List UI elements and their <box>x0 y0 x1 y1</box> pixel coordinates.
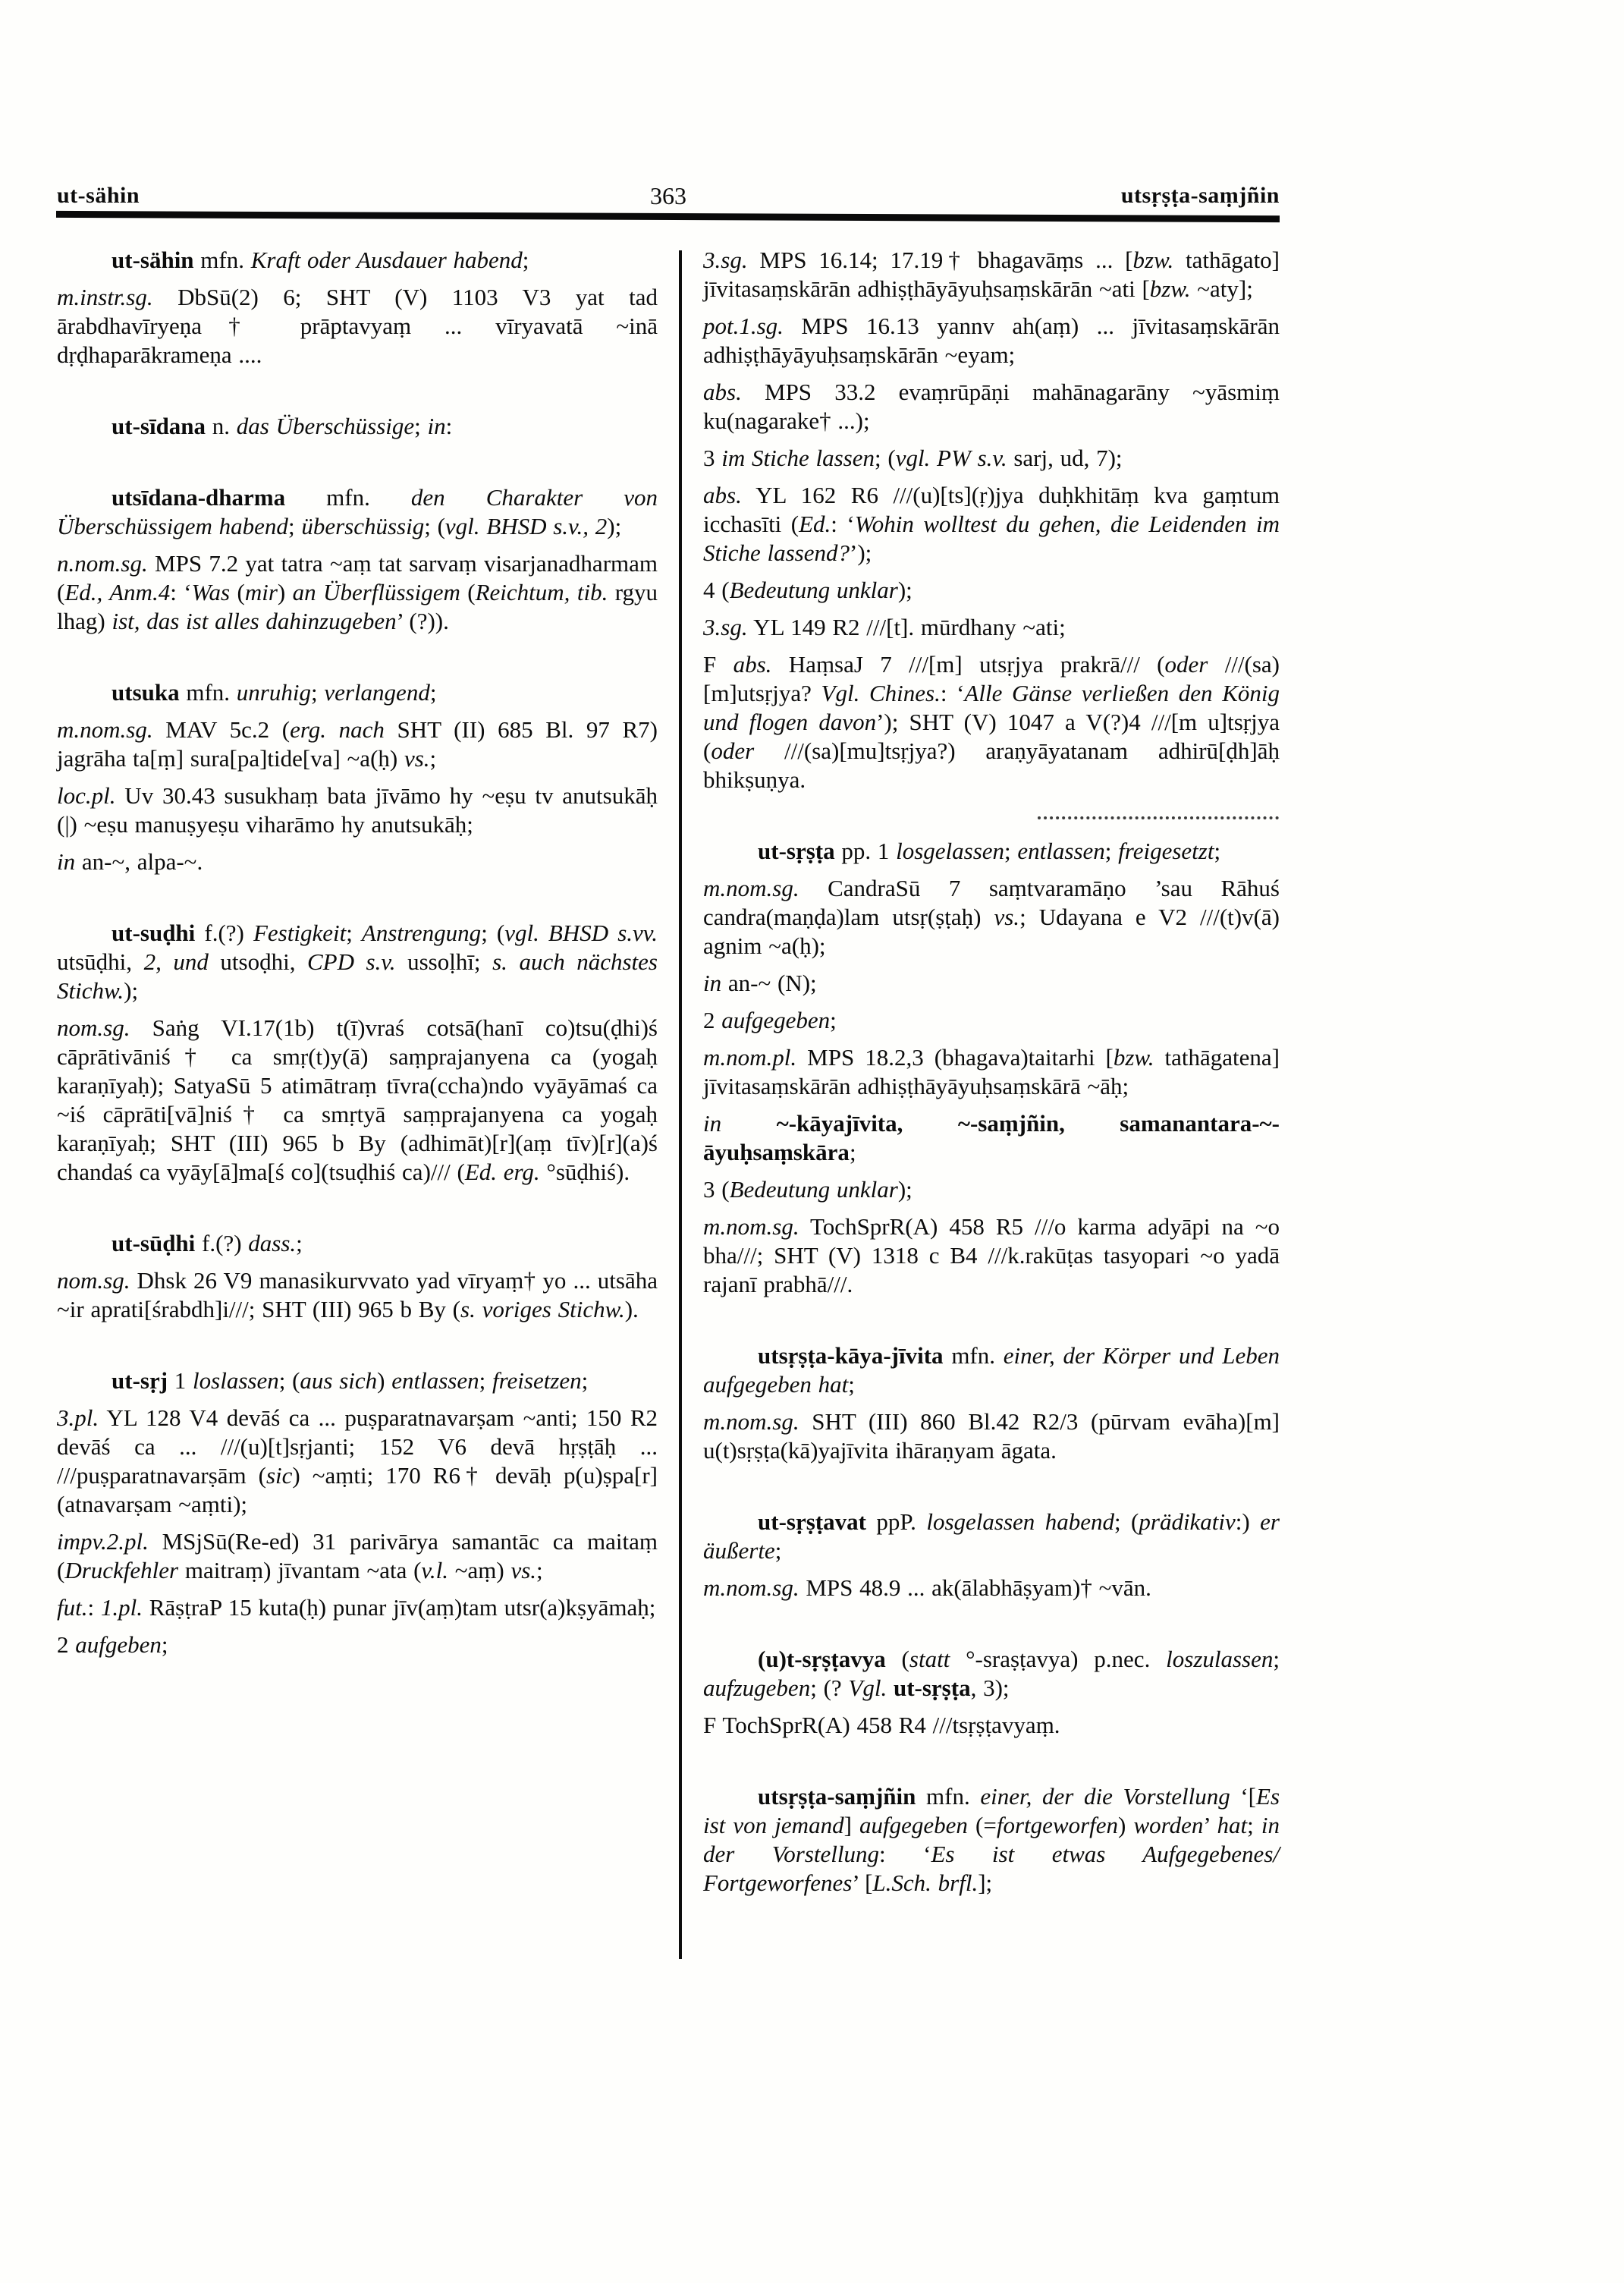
entry-body-paragraph <box>703 1407 1280 1465</box>
gloss-italic-text: s. auch nächstes Stichw. <box>57 948 658 1004</box>
citation-text: ; <box>296 1230 303 1256</box>
gloss-italic-text: m.nom.sg. <box>703 1213 799 1240</box>
citation-text: ; <box>536 1557 543 1583</box>
gloss-italic-text: m.instr.sg. <box>57 284 153 310</box>
gloss-italic-text: das Überschüssige <box>236 413 415 439</box>
citation-text: ; <box>849 1139 856 1165</box>
citation-text: ); <box>607 513 622 539</box>
citation-text: YL 162 R6 ///(u)[ts](ṛ)jya duḥkhitāṃ kva gaṃtum icchasīti ( <box>703 482 1280 537</box>
citation-text: 3 <box>703 445 722 471</box>
gloss-italic-text: aus sich <box>300 1367 378 1394</box>
citation-text: ; <box>1104 838 1119 864</box>
citation-text: 4 ( <box>703 577 730 603</box>
citation-text: MPS 33.2 evaṃrūpāṇi mahānagarāny ~yāsmiṃ ku(nagarake† ...); <box>703 379 1280 434</box>
gloss-italic-text: loszulassen <box>1166 1646 1274 1672</box>
gloss-italic-text: CPD s.v. <box>306 948 396 975</box>
citation-text: f.(?) <box>195 1230 249 1256</box>
headword-text: utsṛṣṭa-saṃjñin <box>758 1783 916 1810</box>
gloss-italic-text: prädikativ <box>1139 1508 1236 1535</box>
entry-body-paragraph <box>57 549 658 636</box>
dictionary-entry-paragraph <box>57 678 658 707</box>
citation-text <box>887 1675 894 1701</box>
gloss-italic-text: mir <box>244 579 278 605</box>
citation-text: MPS 7.2 yat tatra ~aṃ tat sarvaṃ visarjanadharmam ( <box>57 550 658 605</box>
gloss-italic-text: 3.sg. <box>703 247 748 273</box>
gloss-italic-text: einer, der die Vorstellung <box>980 1783 1230 1810</box>
gloss-italic-text: aufgegeben <box>859 1812 968 1838</box>
citation-text: 3 ( <box>703 1176 730 1203</box>
headword-text: ut-suḍhi <box>112 920 196 946</box>
gloss-italic-text: erg. nach <box>290 716 385 743</box>
gloss-italic-text: abs. <box>733 651 772 678</box>
page-number: 363 <box>650 182 686 209</box>
headword-text: ut-sūḍhi <box>112 1230 196 1256</box>
citation-text: ; ( <box>278 1367 300 1394</box>
dictionary-entry-paragraph <box>57 1366 658 1395</box>
citation-text: pp. 1 <box>834 838 897 864</box>
citation-text: MPS 16.14; 17.19† bhagavāṃs ... [ <box>747 247 1133 273</box>
entry-body-paragraph <box>703 650 1280 794</box>
citation-text: SHT (II) 685 Bl. 97 R7) jagrāha ta[ṃ] sura[pa]tide[va] ~a(ḥ) <box>57 716 658 772</box>
citation-text: YL 128 V4 devāś ca ... puṣparatnavarṣam ~anti; 150 R2 devāś ca ... ///(u)[t]sṛjanti; 152 V6 devā hṛṣṭāḥ ... ///puṣparatnavarṣām ( <box>57 1404 658 1489</box>
entry-body-paragraph <box>57 1527 658 1585</box>
gloss-italic-text: einer, der Körper und Leben aufgegeben hat <box>703 1342 1280 1398</box>
dictionary-entry-paragraph <box>57 1229 658 1258</box>
citation-text: ’ (?)). <box>396 608 449 634</box>
gloss-italic-text: worden <box>1133 1812 1204 1838</box>
gloss-italic-text: Bedeutung unklar <box>729 577 898 603</box>
gloss-italic-text: aufgegeben <box>721 1007 831 1033</box>
citation-text: TochSprR(A) 458 R5 ///o karma adyāpi na ~o bha///; SHT (V) 1318 c B4 ///k.rakūṭas tasyopari ~o yadā rajanī prabhā///. <box>703 1213 1280 1297</box>
citation-text: mfn. <box>193 247 251 273</box>
citation-text: (= <box>967 1812 997 1838</box>
citation-text: DbSū(2) 6; SHT (V) 1103 V3 yat tad ārabdhavīryeṇa† prāptavyaṃ ... vīryavatā ~inā dṛḍhaparākrameṇa .... <box>57 284 658 368</box>
gloss-italic-text: bzw. <box>1149 275 1191 302</box>
header-guideword-right: utsṛṣṭa-saṃjñin <box>1120 183 1280 208</box>
citation-text: ‘[ <box>1230 1783 1257 1810</box>
headword-text: ut-sähin <box>112 247 194 273</box>
gloss-italic-text: n.nom.sg. <box>57 550 148 577</box>
entry-body-paragraph <box>703 1043 1280 1101</box>
citation-text: RāṣṭraP 15 kuta(ḥ) punar jīv(aṃ)tam utsr(a)kṣyāmaḥ; <box>142 1594 656 1621</box>
headword-text: utsuka <box>112 679 180 706</box>
gloss-italic-text: losgelassen <box>896 838 1005 864</box>
entry-body-paragraph <box>703 1212 1280 1299</box>
dictionary-entry-paragraph <box>57 412 658 441</box>
header-guideword-left: ut-sähin <box>57 183 140 208</box>
citation-text: rgyu lhag) <box>57 579 658 634</box>
gloss-italic-text: oder <box>711 737 755 764</box>
gloss-italic-text: m.nom.sg. <box>57 716 153 743</box>
citation-text <box>721 1110 776 1137</box>
page-header <box>57 179 1280 212</box>
headword-text: utsīdana-dharma <box>112 484 286 511</box>
gloss-italic-text: 3.pl. <box>57 1404 99 1431</box>
citation-text: Saṅg VI.17(1b) t(ī)vraś cotsā(hanī co)tsu(ḍhi)ś cāprātivāniś† ca smṛ(t)y(ā) saṃprajanyena ca (yogaḥ karaṇīyaḥ); SatyaSū 5 atimātraṃ tīvra(ccha)ndo vyāyāmaś ca ~iś cāprāti[vā]niś† ca smṛtyā saṃprajanyena ca yogaḥ karaṇīyaḥ; SHT (III) 965 b By (adhimāt)[r](aṃ tīv)[r](a)ś chandaś ca vyāy[ā]ma[ś co](tsuḍhiś ca)/// ( <box>57 1014 658 1185</box>
gloss-italic-text: s. voriges Stichw. <box>460 1296 625 1322</box>
gloss-italic-text: er äußerte <box>703 1508 1280 1564</box>
gloss-italic-text: fut. <box>57 1594 88 1621</box>
citation-text: ; <box>774 1537 782 1564</box>
citation-text: MSjSū(Re-ed) 31 parivārya samantāc ca maitaṃ ( <box>57 1528 658 1583</box>
entry-body-paragraph <box>703 1109 1280 1167</box>
citation-text: ( <box>230 579 245 605</box>
gloss-italic-text: 3.sg. <box>703 614 748 640</box>
citation-text: F TochSprR(A) 458 R4 ///tsṛṣṭavyaṃ. <box>703 1712 1060 1738</box>
citation-text: : <box>87 1594 101 1621</box>
gloss-italic-text: 2, und <box>143 948 209 975</box>
citation-text: tathāgato] jīvitasaṃskārān adhiṣṭhāyāyuḥsaṃskārān ~ati [ <box>703 247 1280 302</box>
dictionary-entry-paragraph <box>57 246 658 275</box>
citation-text: Uv 30.43 susukhaṃ bata jīvāmo hy ~eṣu tv anutsukāḥ (|) ~eṣu manuṣyeṣu viharāmo hy anutsukāḥ; <box>57 782 658 838</box>
citation-text: ; <box>429 745 437 772</box>
gloss-italic-text: vs. <box>404 745 430 772</box>
citation-text: ); <box>897 1176 913 1203</box>
citation-text: ; <box>1214 838 1221 864</box>
citation-text: ; <box>830 1007 837 1033</box>
citation-text: : ‘ <box>879 1841 931 1867</box>
gloss-italic-text: aufgeben <box>75 1631 162 1658</box>
citation-text: n. <box>206 413 237 439</box>
entry-body-paragraph <box>57 781 658 839</box>
entry-body-paragraph <box>57 1014 658 1187</box>
citation-text: ; <box>479 1367 492 1394</box>
citation-text: ~aty]; <box>1190 275 1253 302</box>
gloss-italic-text: ist, das ist alles dahinzugeben <box>112 608 397 634</box>
gloss-italic-text: überschüssig <box>301 513 425 539</box>
citation-text: ]; <box>978 1869 993 1896</box>
entry-body-paragraph <box>57 1404 658 1519</box>
citation-text: an-~, alpa-~. <box>75 848 203 875</box>
dictionary-entry-paragraph <box>703 1782 1280 1898</box>
dictionary-entry-paragraph <box>57 483 658 541</box>
citation-text: : ‘ <box>940 680 965 706</box>
citation-text: : ‘ <box>170 579 192 605</box>
citation-text: ; ( <box>424 513 445 539</box>
gloss-italic-text: pot.1.sg. <box>703 313 784 339</box>
citation-text: : ‘ <box>831 511 855 537</box>
citation-text: ; ( <box>481 920 505 946</box>
citation-text: ; <box>429 679 437 706</box>
citation-text: utsūḍhi, <box>57 948 144 975</box>
entry-body-paragraph <box>57 283 658 369</box>
gloss-italic-text: verlangend <box>324 679 430 706</box>
gloss-italic-text: Vgl. <box>848 1675 887 1701</box>
citation-text: 1 <box>168 1367 193 1394</box>
gloss-italic-text: unruhig <box>236 679 311 706</box>
gloss-italic-text: hat <box>1217 1812 1248 1838</box>
citation-text: ] <box>843 1812 860 1838</box>
citation-text: ). <box>624 1296 639 1322</box>
headword-text: ut-sṛṣṭavat <box>758 1508 866 1535</box>
citation-text: mfn. <box>179 679 237 706</box>
entry-body-paragraph <box>703 378 1280 436</box>
gloss-italic-text: freisetzen <box>492 1367 582 1394</box>
column-left <box>57 246 658 1659</box>
gloss-italic-text: Alle Gänse verließen den König und flogen davon <box>703 680 1280 735</box>
citation-text: ( <box>460 579 476 605</box>
citation-text: HaṃsaJ 7 ///[m] utsṛjya prakrā/// ( <box>771 651 1165 678</box>
citation-text: ’ <box>1203 1812 1217 1838</box>
citation-text: MAV 5c.2 ( <box>152 716 291 743</box>
entry-body-paragraph <box>57 1266 658 1324</box>
entry-body-paragraph <box>703 613 1280 642</box>
gloss-italic-text: sic <box>265 1462 293 1489</box>
gloss-italic-text: losgelassen habend <box>926 1508 1114 1535</box>
citation-text: mfn. <box>943 1342 1004 1369</box>
gloss-italic-text: Es ist von jemand <box>703 1783 1280 1838</box>
gloss-italic-text: Bedeutung unklar <box>729 1176 898 1203</box>
citation-text: SHT (III) 860 Bl.42 R2/3 (pūrvam evāha)[m] u(t)sṛṣṭa(kā)yajīvita ihāraṇyam āgata. <box>703 1408 1280 1464</box>
gloss-italic-text: v.l. <box>421 1557 448 1583</box>
citation-text: ; Udayana e V2 ///(t)v(ā) agnim ~a(ḥ); <box>703 904 1280 959</box>
gloss-italic-text: vgl. BHSD s.vv. <box>504 920 658 946</box>
gloss-italic-text: an Überflüssigem <box>292 579 460 605</box>
citation-text: ussoḷhī; <box>395 948 493 975</box>
citation-text: :) <box>1235 1508 1261 1535</box>
entry-body-paragraph <box>57 1630 658 1659</box>
gloss-italic-text: freigesetzt <box>1118 838 1214 864</box>
gloss-italic-text: den Charakter von Überschüssigem habend <box>57 484 658 539</box>
gloss-italic-text: fortgeworfen <box>996 1812 1119 1838</box>
gloss-italic-text: statt <box>909 1646 950 1672</box>
gloss-italic-text: Was <box>191 579 231 605</box>
citation-text: ///(sa)[m]utsṛjya? <box>703 651 1280 706</box>
gloss-italic-text: impv.2.pl. <box>57 1528 149 1555</box>
headword-text: ut-sīdana <box>112 413 206 439</box>
citation-text: ’ [ <box>852 1869 873 1896</box>
citation-text: ; <box>1273 1646 1280 1672</box>
entry-body-paragraph <box>57 1593 658 1622</box>
citation-text: ppP. <box>865 1508 927 1535</box>
headword-text: ut-sṛj <box>112 1367 168 1394</box>
gloss-italic-text: Druckfehler <box>64 1557 179 1583</box>
entry-body-paragraph <box>703 576 1280 605</box>
entry-body-paragraph <box>703 1175 1280 1204</box>
citation-text: °-sraṣṭavya) p.nec. <box>950 1646 1167 1672</box>
citation-text: MPS 18.2,3 (bhagava)taitarhi [ <box>796 1044 1114 1071</box>
citation-text: ; <box>522 247 529 273</box>
gloss-italic-text: Wohin wolltest du gehen, die Leidenden im Stiche lassend? <box>703 511 1280 566</box>
gloss-italic-text: abs. <box>703 379 742 405</box>
header-rule <box>56 211 1280 222</box>
citation-text: ) <box>1118 1812 1134 1838</box>
gloss-italic-text: vs. <box>510 1557 537 1583</box>
citation-text: MPS 48.9 ... ak(ālabhāṣyam)† ~vān. <box>799 1574 1151 1601</box>
gloss-italic-text: m.nom.sg. <box>703 1574 799 1601</box>
citation-text: ) <box>377 1367 392 1394</box>
gloss-italic-text: nom.sg. <box>57 1267 130 1294</box>
dictionary-entry-paragraph <box>703 1341 1280 1399</box>
gloss-italic-text: Kraft oder Ausdauer habend <box>250 247 523 273</box>
gloss-italic-text: Reichtum, tib. <box>475 579 608 605</box>
gloss-italic-text: vgl. PW s.v. <box>895 445 1007 471</box>
dictionary-entry-paragraph <box>703 1645 1280 1703</box>
entry-body-paragraph <box>57 847 658 876</box>
citation-text: tathāgatena] jīvitasaṃskārān adhiṣṭhāyāyuḥsaṃskārā ~āḥ; <box>703 1044 1280 1099</box>
gloss-italic-text: m.nom.sg. <box>703 875 799 901</box>
citation-text: maitraṃ) jīvantam ~ata ( <box>178 1557 422 1583</box>
headword-text: ut-sṛṣṭa <box>893 1675 971 1701</box>
citation-text: ’); <box>850 539 872 566</box>
headword-text: ~-kāyajīvita, ~-saṃjñin, samanantara-~-āyuḥsaṃskāra <box>703 1110 1280 1165</box>
citation-text: MPS 16.13 yannv ah(aṃ) ... jīvitasaṃskārān adhiṣṭhāyāyuḥsaṃskārān ~eyam; <box>703 313 1280 368</box>
entry-body-paragraph <box>703 444 1280 473</box>
citation-text: ///(sa)[mu]tsṛjya?) araṇyāyatanam adhirū[ḍh]āḥ bhikṣuṇya. <box>703 737 1280 793</box>
citation-text: , 3); <box>970 1675 1010 1701</box>
gloss-italic-text: oder <box>1164 651 1208 678</box>
gloss-italic-text: in <box>703 1110 722 1137</box>
gloss-italic-text: abs. <box>703 482 742 508</box>
gloss-italic-text: vgl. BHSD s.v., 2 <box>444 513 608 539</box>
gloss-italic-text: loc.pl. <box>57 782 116 809</box>
gloss-italic-text: Vgl. Chines. <box>821 680 941 706</box>
gloss-italic-text: m.nom.pl. <box>703 1044 797 1071</box>
citation-text: : <box>445 413 453 439</box>
gloss-italic-text: 1.pl. <box>100 1594 143 1621</box>
gloss-italic-text: im Stiche lassen <box>721 445 875 471</box>
citation-text: ); <box>897 577 913 603</box>
entry-body-paragraph <box>703 1574 1280 1602</box>
gloss-italic-text: in der Vorstellung <box>703 1812 1280 1867</box>
gloss-italic-text: Ed. <box>799 511 831 537</box>
citation-text: ~aṃ) <box>448 1557 511 1583</box>
gloss-italic-text: bzw. <box>1113 1044 1154 1071</box>
column-divider-rule <box>679 250 682 1959</box>
gloss-italic-text: aufzugeben <box>703 1675 811 1701</box>
column-right <box>703 246 1280 1898</box>
gloss-italic-text: in <box>427 413 446 439</box>
scan-artifact-dots <box>1038 816 1279 819</box>
citation-text: f.(?) <box>195 920 253 946</box>
citation-text: 2 <box>703 1007 722 1033</box>
dictionary-entry-paragraph <box>57 919 658 1005</box>
gloss-italic-text: Festigkeit <box>253 920 347 946</box>
citation-text: mfn. <box>916 1783 981 1810</box>
gloss-italic-text: L.Sch. brfl. <box>872 1869 978 1896</box>
entry-body-paragraph <box>703 481 1280 568</box>
citation-text: utsoḍhi, <box>208 948 307 975</box>
citation-text: ) <box>277 579 293 605</box>
gloss-italic-text: dass. <box>248 1230 297 1256</box>
gloss-italic-text: Anstrengung <box>361 920 482 946</box>
citation-text: ); <box>124 977 139 1004</box>
citation-text: ; <box>848 1371 855 1398</box>
entry-body-paragraph <box>703 874 1280 961</box>
citation-text: an-~ (N); <box>721 970 817 996</box>
gloss-italic-text: vs. <box>994 904 1020 930</box>
citation-text: ; (? <box>810 1675 849 1701</box>
gloss-italic-text: in <box>57 848 76 875</box>
citation-text: ; <box>581 1367 589 1394</box>
citation-text: F <box>703 651 733 678</box>
dictionary-entry-paragraph <box>703 837 1280 866</box>
gloss-italic-text: in <box>703 970 722 996</box>
gloss-italic-text: nom.sg. <box>57 1014 130 1041</box>
gloss-italic-text: Ed. erg. <box>464 1159 540 1185</box>
citation-text: ; <box>287 513 302 539</box>
citation-text: ; <box>1247 1812 1261 1838</box>
gloss-italic-text: m.nom.sg. <box>703 1408 799 1435</box>
citation-text: YL 149 R2 ///[t]. mūrdhany ~ati; <box>747 614 1066 640</box>
entry-body-paragraph <box>703 969 1280 998</box>
gloss-italic-text: loslassen <box>193 1367 279 1394</box>
citation-text: sarj, ud, 7); <box>1007 445 1123 471</box>
citation-text: ( <box>885 1646 909 1672</box>
citation-text: ; <box>346 920 362 946</box>
citation-text: ; ( <box>1114 1508 1139 1535</box>
citation-text: °sūḍhiś). <box>539 1159 630 1185</box>
entry-body-paragraph <box>703 246 1280 303</box>
gloss-italic-text: entlassen <box>1017 838 1105 864</box>
dictionary-entry-paragraph <box>703 1508 1280 1565</box>
citation-text: ’); SHT (V) 1047 a V(?)4 ///[m u]tsṛjya ( <box>703 709 1280 764</box>
entry-body-paragraph <box>703 312 1280 369</box>
citation-text: 2 <box>57 1631 76 1658</box>
citation-text: CandraSū 7 saṃtvaramāṇo ’sau Rāhuś candra(maṇḍa)lam utsṛ(ṣṭaḥ) <box>703 875 1280 930</box>
citation-text: ; <box>414 413 428 439</box>
entry-body-paragraph <box>57 715 658 773</box>
citation-text: ) ~aṃti; 170 R6† devāḥ p(u)ṣpa[r](atnavarṣam ~aṃti); <box>57 1462 658 1517</box>
citation-text: ; <box>1004 838 1018 864</box>
citation-text: ; <box>161 1631 168 1658</box>
citation-text: ; <box>310 679 325 706</box>
citation-text: mfn. <box>285 484 411 511</box>
gloss-italic-text: Es ist etwas Aufgegebenes/ Fortgeworfenes <box>703 1841 1280 1896</box>
citation-text: Dhsk 26 V9 manasikurvvato yad vīryaṃ† yo ... utsāha ~ir aprati[śrabdh]i///; SHT (III) 965 b By ( <box>57 1267 658 1322</box>
entry-body-paragraph <box>703 1711 1280 1740</box>
gloss-italic-text: Ed., Anm.4 <box>64 579 171 605</box>
headword-text: utsṛṣṭa-kāya-jīvita <box>758 1342 944 1369</box>
headword-text: ut-sṛṣṭa <box>758 838 835 864</box>
citation-text: ; ( <box>875 445 896 471</box>
headword-text: (u)t-sṛṣṭavya <box>758 1646 886 1672</box>
entry-body-paragraph <box>703 1006 1280 1035</box>
gloss-italic-text: entlassen <box>391 1367 479 1394</box>
gloss-italic-text: bzw. <box>1132 247 1174 273</box>
